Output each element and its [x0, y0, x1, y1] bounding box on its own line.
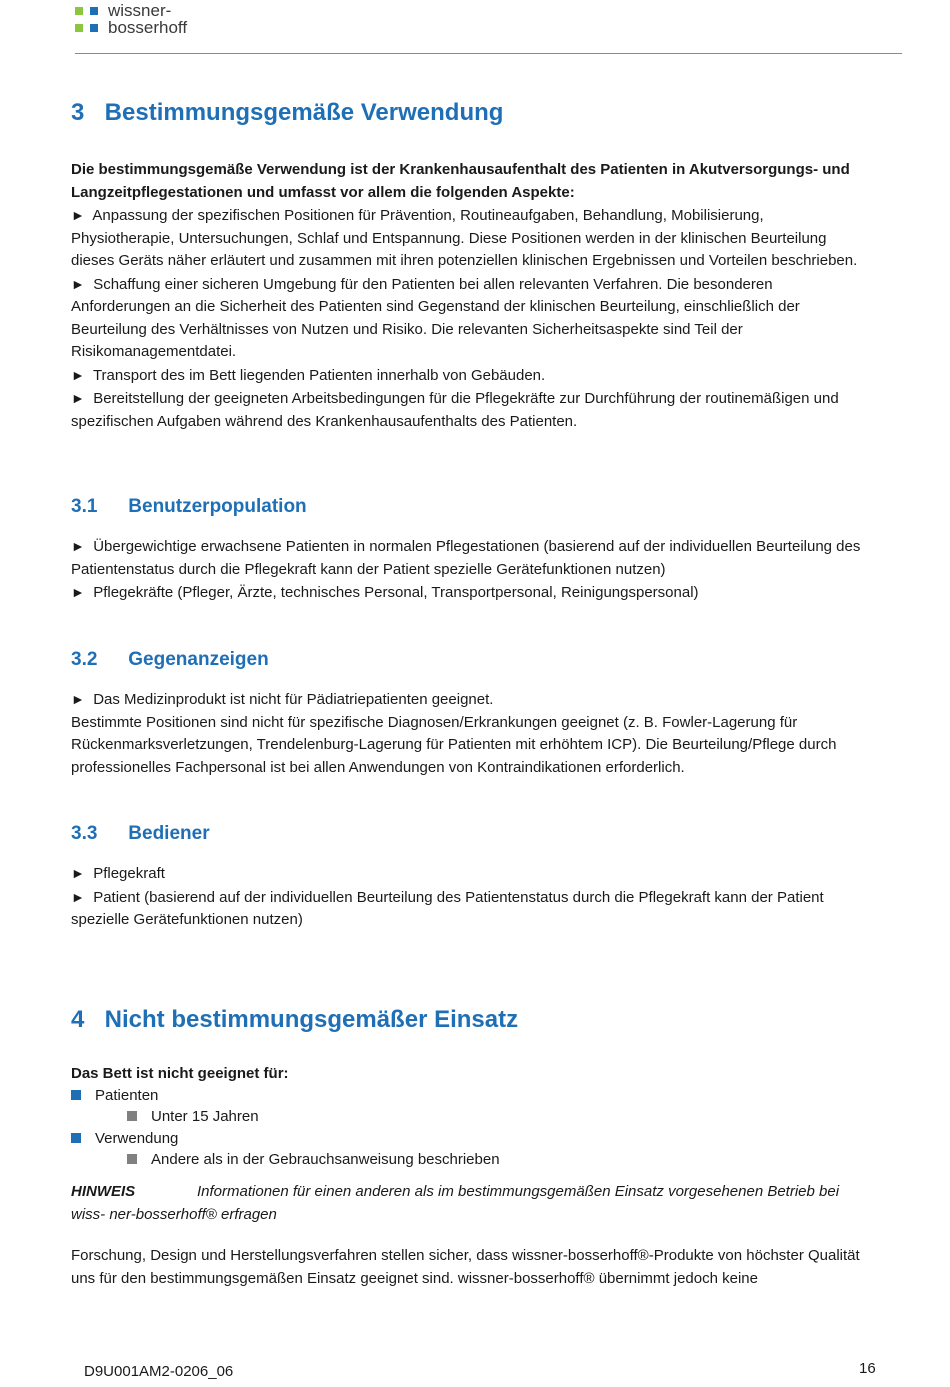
section-number: 3.1 [71, 496, 98, 517]
list-item [71, 364, 871, 388]
arrow-bullet-icon: ► [71, 275, 85, 292]
square-bullet-icon [127, 1111, 137, 1121]
arrow-bullet-icon: ► [71, 538, 85, 554]
hinweis-note [71, 1181, 871, 1226]
note-label: HINWEIS [71, 1183, 136, 1200]
list-item [71, 387, 871, 433]
section-3-2-body [71, 688, 871, 779]
logo-square-green [75, 7, 83, 15]
section-title: Gegenanzeigen [128, 649, 269, 670]
list-item-text: Bereitstellung der geeigneten Arbeitsbedingungen für die Pflegekräfte zur Durchführung der routinemäßigen und spezifischen Aufgaben während des Krankenhausaufenthalts des Patienten. [71, 390, 839, 430]
section-3-1-heading [71, 496, 307, 518]
section-3-3-body [71, 862, 871, 932]
list-item-text: Das Medizinprodukt ist nicht für Pädiatriepatienten geeignet. [93, 691, 494, 708]
section-title: Nicht bestimmungsgemäßer Einsatz [104, 1006, 519, 1033]
section-number: 4 [71, 1006, 85, 1033]
arrow-bullet-icon: ► [71, 207, 85, 223]
section-title: Bestimmungsgemäße Verwendung [104, 99, 504, 126]
sub-list-item-text: Unter 15 Jahren [151, 1108, 259, 1125]
list-item-text: Patienten [95, 1086, 159, 1104]
list-item [71, 862, 871, 886]
sub-list-item [71, 1106, 871, 1128]
list-item [71, 273, 871, 364]
list-item-text: Pflegekraft [93, 865, 165, 882]
arrow-bullet-icon: ► [71, 865, 85, 881]
page-number: 16 [859, 1360, 876, 1377]
sub-list-item [71, 1149, 871, 1171]
section-3-2-heading [71, 649, 269, 671]
intro-text: Das Bett ist nicht geeignet für: [71, 1065, 289, 1082]
intro-text: Die bestimmungsgemäße Verwendung ist der Krankenhausaufenthalt des Patienten in Akutversorgungs- und Langzeitpflegestationen und umfasst vor allem die folgenden Aspekte: [71, 161, 850, 201]
square-bullet-icon [127, 1154, 137, 1164]
section-3-1-body [71, 535, 871, 605]
list-item-text: Schaffung einer sicheren Umgebung für den Patienten bei allen relevanten Verfahren. Die besonderen Anforderungen an die Sicherheit des Patienten sind Gegenstand der klinischen Beurteilung, einschließlich der Beurteilung des Verhältnisses von Nutzen und Risiko. Die relevanten Sicherheitsaspekte sind Teil der Risikomanagementdatei. [71, 275, 800, 360]
closing-paragraph: Forschung, Design und Herstellungsverfahren stellen sicher, dass wissner-bosserhoff®-Produkte von höchster Qualität uns für den bestimmungsgemäßen Einsatz geeignet sind. wissner-bosserhoff® übernimmt jedoch keine [71, 1247, 860, 1287]
header-divider [75, 53, 902, 54]
section-number: 3.3 [71, 823, 98, 844]
list-item [71, 581, 871, 605]
logo-square-blue [90, 7, 98, 15]
section-3-body [71, 159, 871, 433]
arrow-bullet-icon: ► [71, 888, 85, 905]
list-item [71, 688, 871, 712]
list-item [71, 886, 871, 932]
logo-square-blue [90, 24, 98, 32]
list-item-text: Anpassung der spezifischen Positionen für Prävention, Routineaufgaben, Behandlung, Mobilisierung, Physiotherapie, Untersuchungen, Schlaf und Entspannung. Diese Positionen werden in der klinischen Beurteilung dieses Geräts näher erläutert und zusammen mit ihren potenziellen klinischen Ergebnissen und Vorteilen beschrieben. [71, 207, 858, 269]
list-item-text: Pflegekräfte (Pfleger, Ärzte, technisches Personal, Transportpersonal, Reinigungspersonal) [93, 584, 699, 601]
document-code: D9U001AM2-0206_06 [84, 1363, 234, 1380]
list-item-text: Transport des im Bett liegenden Patienten innerhalb von Gebäuden. [92, 366, 546, 384]
list-item [71, 204, 871, 273]
company-logo [75, 2, 187, 36]
section-number: 3 [71, 99, 85, 126]
note-text: Informationen für einen anderen als im bestimmungsgemäßen Einsatz vorgesehenen Betrieb bei wiss- ner-bosserhoff® erfragen [71, 1183, 840, 1223]
section-3-3-heading [71, 823, 210, 845]
section-title: Benutzerpopulation [128, 496, 307, 517]
logo-square-green [75, 24, 83, 32]
square-bullet-icon [71, 1090, 81, 1100]
section-number: 3.2 [71, 649, 98, 670]
list-item-text: Übergewichtige erwachsene Patienten in normalen Pflegestationen (basierend auf der individuellen Beurteilung des Patientenstatus durch die Pflegekraft kann der Patient spezielle Gerätefunktionen nutzen) [71, 538, 861, 578]
body-text: Bestimmte Positionen sind nicht für spezifische Diagnosen/Erkrankungen geeignet (z. B. Fowler-Lagerung für Rückenmarksverletzungen, Trendelenburg-Lagerung für Patienten mit erhöhtem ICP). Die Beurteilung/Pflege durch professionelles Fachpersonal ist bei allen Anwendungen von Kontraindikationen erforderlich. [71, 713, 837, 776]
list-item [71, 535, 871, 581]
arrow-bullet-icon: ► [71, 366, 85, 383]
logo-text-line2: bosserhoff [108, 18, 188, 37]
square-bullet-icon [71, 1133, 81, 1143]
section-title: Bediener [128, 823, 210, 844]
list-item [71, 1085, 871, 1107]
sub-list-item-text: Andere als in der Gebrauchsanweisung beschrieben [151, 1151, 500, 1168]
section-4-heading [71, 1006, 518, 1034]
list-item-text: Patient (basierend auf der individuellen Beurteilung des Patientenstatus durch die Pflegekraft kann der Patient spezielle Gerätefunktionen nutzen) [71, 888, 824, 928]
list-item [71, 1128, 871, 1150]
arrow-bullet-icon: ► [71, 390, 85, 406]
logo-text-line1: wissner- [108, 1, 172, 20]
arrow-bullet-icon: ► [71, 691, 85, 707]
arrow-bullet-icon: ► [71, 584, 85, 600]
section-4-body [71, 1063, 871, 1171]
section-3-heading [71, 99, 503, 127]
list-item-text: Verwendung [95, 1129, 179, 1147]
